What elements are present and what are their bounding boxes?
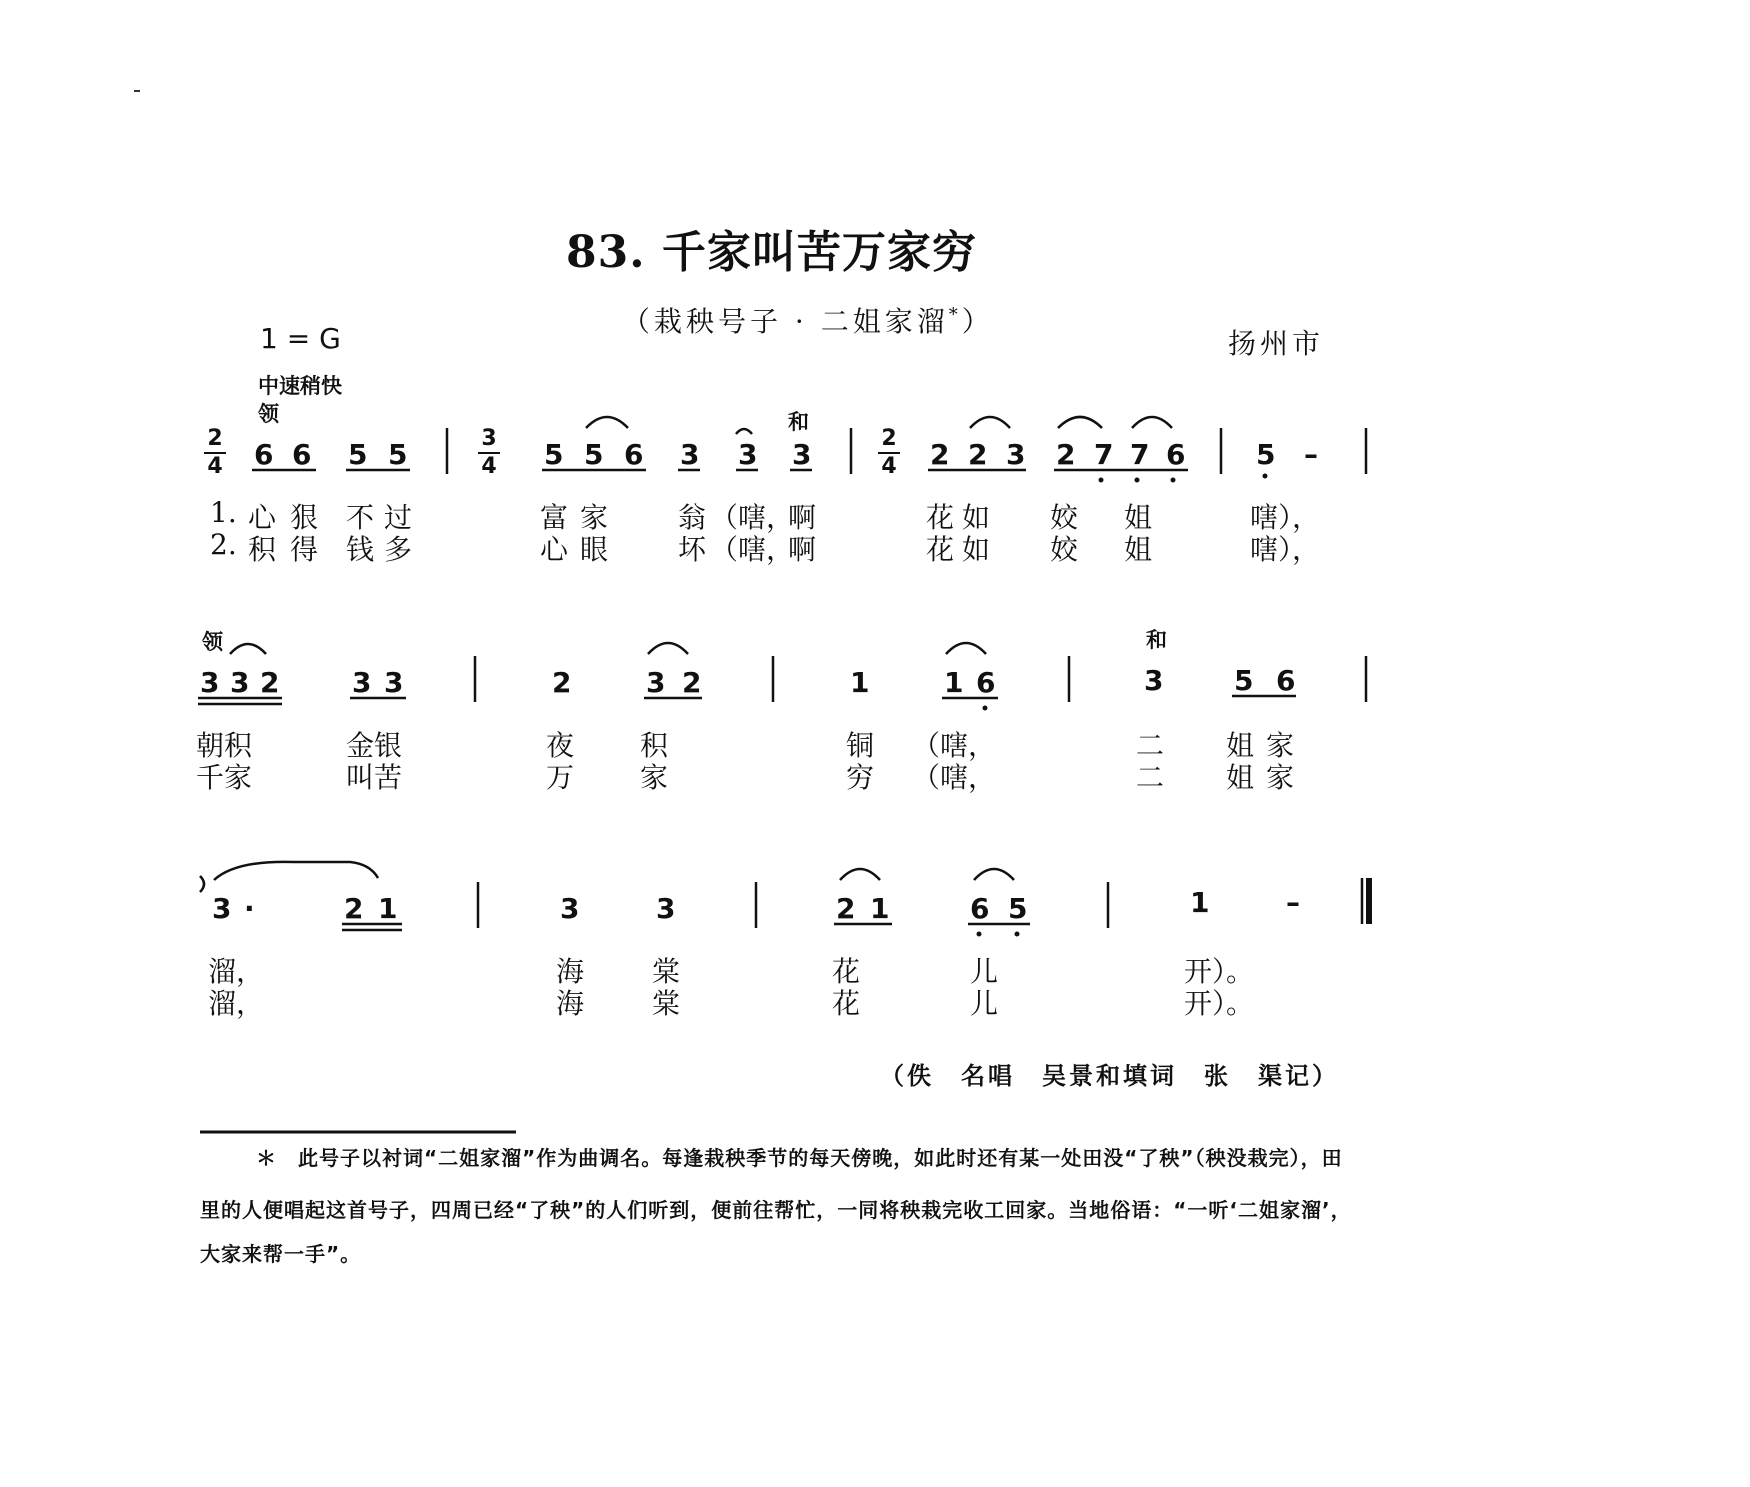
- tempo-marking: 中速稍快: [258, 374, 342, 398]
- ts-top: 2: [881, 426, 897, 451]
- note: 3: [230, 666, 250, 699]
- lyric: 溜，: [208, 955, 265, 988]
- ts-bottom: 4: [207, 454, 223, 479]
- footnote-line-3: 大家来帮一手”。: [200, 1242, 362, 1266]
- note: 5: [584, 438, 604, 471]
- lyric: 铜: [846, 729, 875, 762]
- lyric: 坏: [678, 533, 707, 566]
- lyric: 二: [1136, 729, 1165, 762]
- note: 2: [1056, 438, 1076, 471]
- lyric: 开）。: [1184, 987, 1255, 1020]
- region-label: 扬州市: [1228, 327, 1325, 360]
- lyric: 钱: [346, 533, 375, 566]
- note-dash: –: [1304, 438, 1318, 471]
- chorus-marker: 和: [788, 410, 809, 434]
- note: 2: [682, 666, 702, 699]
- lyric: 棠: [652, 955, 681, 988]
- lyric: 嗐），: [1250, 501, 1321, 534]
- note: 3: [646, 666, 666, 699]
- note: 3: [1144, 664, 1164, 697]
- lyric: 狠: [290, 501, 319, 534]
- lyric: 眼: [580, 533, 609, 566]
- note: 6: [254, 438, 274, 471]
- note: 3: [1006, 438, 1026, 471]
- note: 3: [656, 892, 676, 925]
- lyric: 千家: [196, 761, 253, 794]
- lyric: 家: [1266, 729, 1295, 762]
- lyric: 啊: [788, 533, 817, 566]
- note: 2: [344, 892, 364, 925]
- lead-marker: 领: [202, 630, 223, 654]
- lyric: 花: [832, 955, 861, 988]
- subtitle-text: （栽秧号子 · 二姐家溜: [622, 305, 949, 338]
- lyric: 家: [1266, 761, 1295, 794]
- lyric: 家: [640, 761, 669, 794]
- note: 2: [968, 438, 988, 471]
- lyric: 家: [580, 501, 609, 534]
- note: 7: [1130, 438, 1150, 471]
- lyric: 万: [546, 761, 575, 794]
- lyric: 啊: [788, 501, 817, 534]
- lyric: 姐: [1124, 533, 1153, 566]
- lyric: （嗐，: [710, 533, 795, 566]
- lyric: 朝积: [196, 729, 253, 762]
- note: 3: [738, 438, 758, 471]
- lyric: 棠: [652, 987, 681, 1020]
- lyric: 翁: [678, 501, 707, 534]
- lyric: 叫苦: [346, 761, 403, 794]
- verse-number: 1.: [210, 496, 237, 529]
- note-dash: –: [1286, 886, 1300, 919]
- lyric: 溜，: [208, 987, 265, 1020]
- note: 6: [976, 666, 996, 699]
- note: 2: [836, 892, 856, 925]
- lyric: 过: [384, 501, 413, 534]
- lyric: 开）。: [1184, 955, 1255, 988]
- note: 5: [544, 438, 564, 471]
- note: 5: [1256, 438, 1276, 471]
- augmentation-dot: ·: [244, 892, 255, 925]
- lyric: 得: [290, 533, 319, 566]
- lyric: 海: [556, 987, 585, 1020]
- credits: （佚 名唱 吴景和填词 张 渠记）: [880, 1061, 1339, 1090]
- lyric: 儿: [970, 955, 999, 988]
- note: 6: [292, 438, 312, 471]
- note: 6: [624, 438, 644, 471]
- note: 5: [1234, 664, 1254, 697]
- note: 6: [1166, 438, 1186, 471]
- lyric: （嗐，: [912, 729, 997, 762]
- lyric: （嗐，: [912, 761, 997, 794]
- lyric: 姐: [1124, 501, 1153, 534]
- note: 3: [560, 892, 580, 925]
- lyric: 心: [540, 533, 569, 566]
- ts-bottom: 4: [881, 454, 897, 479]
- lyric: 夜: [546, 729, 575, 762]
- footnote-marker: *: [948, 304, 962, 326]
- note: 6: [1276, 664, 1296, 697]
- note: 2: [552, 666, 572, 699]
- note: 1: [870, 892, 890, 925]
- note: 1: [944, 666, 964, 699]
- lyric: 姐: [1226, 729, 1255, 762]
- note: 3: [200, 666, 220, 699]
- chorus-marker: 和: [1146, 628, 1167, 652]
- lyric: （嗐，: [710, 501, 795, 534]
- note: 7: [1094, 438, 1114, 471]
- ts-top: 2: [207, 426, 223, 451]
- note: 1: [1190, 886, 1210, 919]
- lyric: 海: [556, 955, 585, 988]
- lyric: 穷: [846, 761, 875, 794]
- lyric: 姣: [1050, 533, 1079, 566]
- key-signature: 1 = G: [260, 322, 341, 355]
- lyric: 积: [248, 533, 277, 566]
- ts-top: 3: [481, 426, 497, 451]
- note: 3: [212, 892, 232, 925]
- note: 3: [384, 666, 404, 699]
- lyric: 二: [1136, 761, 1165, 794]
- lyric: 嗐），: [1250, 533, 1321, 566]
- note: 6: [970, 892, 990, 925]
- lyric: 不: [346, 501, 375, 534]
- lyric: 儿: [970, 987, 999, 1020]
- note: 2: [260, 666, 280, 699]
- lead-marker: 领: [258, 402, 279, 426]
- note: 3: [352, 666, 372, 699]
- page-title: 83. 千家叫苦万家穷: [566, 227, 977, 278]
- note: 5: [348, 438, 368, 471]
- note: 3: [792, 438, 812, 471]
- lyric: 心: [248, 501, 277, 534]
- lyric: 花: [832, 987, 861, 1020]
- lyric: 姣: [1050, 501, 1079, 534]
- ts-bottom: 4: [481, 454, 497, 479]
- footnote-line-2: 里的人便唱起这首号子，四周已经“了秧”的人们听到，便前往帮忙，一同将秧栽完收工回家。当地俗语：“一听‘二姐家溜’，: [200, 1198, 1352, 1222]
- lyric: 积: [640, 729, 669, 762]
- footnote-line-1: ＊ 此号子以衬词“二姐家溜”作为曲调名。每逢栽秧季节的每天傍晚，如此时还有某一处田没“了秧”（秧没栽完），田: [256, 1146, 1343, 1170]
- note: 5: [388, 438, 408, 471]
- verse-number: 2.: [210, 528, 237, 561]
- lyric: 花: [926, 533, 955, 566]
- lyric: 如: [962, 533, 991, 566]
- lyric: 多: [384, 533, 413, 566]
- note: 1: [850, 666, 870, 699]
- note: 2: [930, 438, 950, 471]
- lyric: 富: [540, 501, 569, 534]
- note: 1: [378, 892, 398, 925]
- lyric: 姐: [1226, 761, 1255, 794]
- note: 3: [680, 438, 700, 471]
- lyric: 如: [962, 501, 991, 534]
- subtitle-close: ）: [961, 305, 994, 338]
- note: 5: [1008, 892, 1028, 925]
- lyric: 金银: [346, 729, 403, 762]
- lyric: 花: [926, 501, 955, 534]
